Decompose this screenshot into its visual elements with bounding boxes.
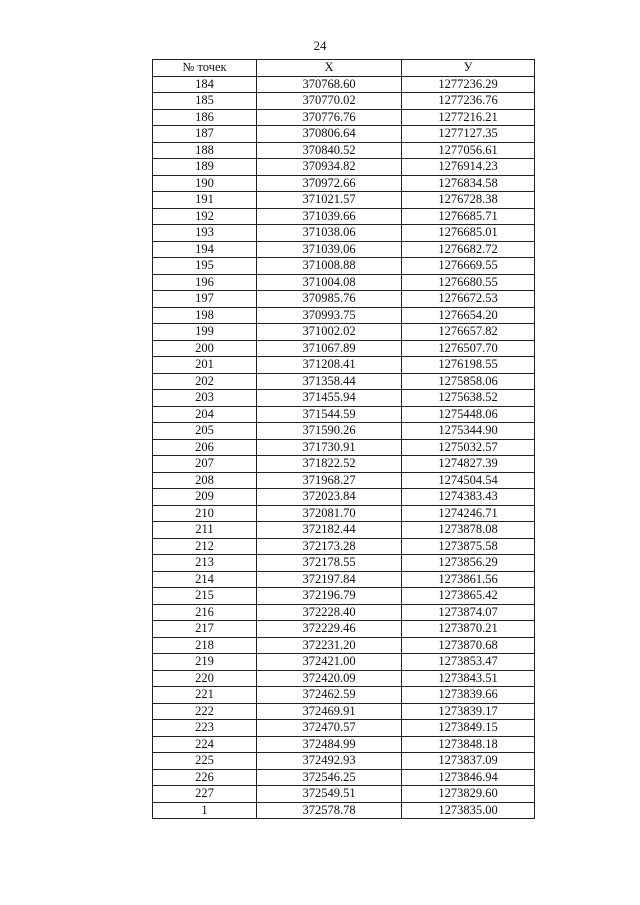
- header-point-number: № точек: [153, 60, 257, 77]
- cell-x: 370972.66: [257, 175, 402, 192]
- table-row: [153, 654, 535, 671]
- cell-y: 1273843.51: [402, 670, 535, 687]
- cell-point-number: 200: [153, 340, 257, 357]
- cell-y: 1276680.55: [402, 274, 535, 291]
- cell-y: 1274504.54: [402, 472, 535, 489]
- cell-y: 1275448.06: [402, 406, 535, 423]
- table-row: [153, 109, 535, 126]
- cell-point-number: 218: [153, 637, 257, 654]
- cell-point-number: 189: [153, 159, 257, 176]
- cell-y: 1276198.55: [402, 357, 535, 374]
- cell-y: 1275638.52: [402, 390, 535, 407]
- cell-point-number: 219: [153, 654, 257, 671]
- cell-y: 1273829.60: [402, 786, 535, 803]
- table-row: [153, 241, 535, 258]
- cell-y: 1276669.55: [402, 258, 535, 275]
- cell-y: 1273839.17: [402, 703, 535, 720]
- table-row: [153, 423, 535, 440]
- cell-y: 1277236.76: [402, 93, 535, 110]
- header-x: X: [257, 60, 402, 77]
- cell-y: 1273874.07: [402, 604, 535, 621]
- cell-point-number: 204: [153, 406, 257, 423]
- cell-point-number: 193: [153, 225, 257, 242]
- table-row: [153, 93, 535, 110]
- cell-y: 1276685.71: [402, 208, 535, 225]
- cell-point-number: 203: [153, 390, 257, 407]
- cell-point-number: 184: [153, 76, 257, 93]
- cell-x: 370840.52: [257, 142, 402, 159]
- table-row: [153, 357, 535, 374]
- cell-y: 1276672.53: [402, 291, 535, 308]
- cell-x: 372462.59: [257, 687, 402, 704]
- cell-x: 372197.84: [257, 571, 402, 588]
- cell-y: 1275344.90: [402, 423, 535, 440]
- cell-x: 371038.06: [257, 225, 402, 242]
- cell-y: 1276834.58: [402, 175, 535, 192]
- table-row: [153, 340, 535, 357]
- cell-x: 371039.66: [257, 208, 402, 225]
- cell-x: 370776.76: [257, 109, 402, 126]
- cell-x: 372229.46: [257, 621, 402, 638]
- cell-y: 1273870.21: [402, 621, 535, 638]
- cell-y: 1277127.35: [402, 126, 535, 143]
- table-row: [153, 159, 535, 176]
- cell-y: 1277056.61: [402, 142, 535, 159]
- cell-x: 371208.41: [257, 357, 402, 374]
- cell-y: 1277216.21: [402, 109, 535, 126]
- cell-point-number: 217: [153, 621, 257, 638]
- cell-point-number: 215: [153, 588, 257, 605]
- table-row: [153, 307, 535, 324]
- coordinates-table: [152, 59, 535, 819]
- table-row: [153, 522, 535, 539]
- cell-y: 1274383.43: [402, 489, 535, 506]
- cell-point-number: 210: [153, 505, 257, 522]
- cell-x: 371544.59: [257, 406, 402, 423]
- cell-y: 1273853.47: [402, 654, 535, 671]
- cell-x: 371590.26: [257, 423, 402, 440]
- cell-x: 371002.02: [257, 324, 402, 341]
- cell-x: 371455.94: [257, 390, 402, 407]
- table-row: [153, 76, 535, 93]
- table-row: [153, 703, 535, 720]
- cell-y: 1273846.94: [402, 769, 535, 786]
- table-row: [153, 175, 535, 192]
- cell-x: 370985.76: [257, 291, 402, 308]
- cell-y: 1273878.08: [402, 522, 535, 539]
- cell-point-number: 212: [153, 538, 257, 555]
- cell-y: 1273849.15: [402, 720, 535, 737]
- cell-point-number: 206: [153, 439, 257, 456]
- table-row: [153, 538, 535, 555]
- table-row: [153, 505, 535, 522]
- cell-point-number: 195: [153, 258, 257, 275]
- cell-x: 372228.40: [257, 604, 402, 621]
- cell-y: 1273870.68: [402, 637, 535, 654]
- table-row: [153, 753, 535, 770]
- table-header: [153, 60, 535, 77]
- cell-x: 371039.06: [257, 241, 402, 258]
- table-row: [153, 621, 535, 638]
- cell-point-number: 224: [153, 736, 257, 753]
- cell-point-number: 220: [153, 670, 257, 687]
- cell-x: 372420.09: [257, 670, 402, 687]
- cell-point-number: 209: [153, 489, 257, 506]
- cell-y: 1273839.66: [402, 687, 535, 704]
- cell-y: 1276685.01: [402, 225, 535, 242]
- cell-x: 372173.28: [257, 538, 402, 555]
- cell-y: 1276728.38: [402, 192, 535, 209]
- cell-y: 1274246.71: [402, 505, 535, 522]
- cell-y: 1276507.70: [402, 340, 535, 357]
- cell-point-number: 192: [153, 208, 257, 225]
- table-row: [153, 802, 535, 819]
- cell-y: 1276654.20: [402, 307, 535, 324]
- table-row: [153, 555, 535, 572]
- cell-y: 1276657.82: [402, 324, 535, 341]
- cell-point-number: 222: [153, 703, 257, 720]
- table-row: [153, 324, 535, 341]
- cell-x: 370770.02: [257, 93, 402, 110]
- cell-x: 370768.60: [257, 76, 402, 93]
- cell-y: 1273837.09: [402, 753, 535, 770]
- table-row: [153, 604, 535, 621]
- table-row: [153, 390, 535, 407]
- cell-x: 370806.64: [257, 126, 402, 143]
- cell-x: 370934.82: [257, 159, 402, 176]
- cell-point-number: 211: [153, 522, 257, 539]
- cell-x: 372578.78: [257, 802, 402, 819]
- table-row: [153, 225, 535, 242]
- table-body: [153, 76, 535, 819]
- cell-point-number: 216: [153, 604, 257, 621]
- cell-point-number: 201: [153, 357, 257, 374]
- cell-point-number: 187: [153, 126, 257, 143]
- table-row: [153, 456, 535, 473]
- cell-point-number: 205: [153, 423, 257, 440]
- cell-point-number: 191: [153, 192, 257, 209]
- cell-y: 1273835.00: [402, 802, 535, 819]
- table-row: [153, 126, 535, 143]
- cell-point-number: 199: [153, 324, 257, 341]
- cell-point-number: 198: [153, 307, 257, 324]
- table-row: [153, 687, 535, 704]
- cell-x: 372231.20: [257, 637, 402, 654]
- cell-point-number: 213: [153, 555, 257, 572]
- table-row: [153, 373, 535, 390]
- cell-x: 370993.75: [257, 307, 402, 324]
- cell-x: 371004.08: [257, 274, 402, 291]
- table-row: [153, 489, 535, 506]
- cell-x: 372196.79: [257, 588, 402, 605]
- cell-point-number: 226: [153, 769, 257, 786]
- cell-x: 372182.44: [257, 522, 402, 539]
- table-row: [153, 736, 535, 753]
- cell-point-number: 1: [153, 802, 257, 819]
- cell-point-number: 208: [153, 472, 257, 489]
- cell-point-number: 221: [153, 687, 257, 704]
- table-row: [153, 769, 535, 786]
- cell-y: 1277236.29: [402, 76, 535, 93]
- table-row: [153, 588, 535, 605]
- table-row: [153, 208, 535, 225]
- cell-x: 372023.84: [257, 489, 402, 506]
- cell-x: 372492.93: [257, 753, 402, 770]
- cell-x: 372421.00: [257, 654, 402, 671]
- cell-y: 1273856.29: [402, 555, 535, 572]
- cell-x: 372470.57: [257, 720, 402, 737]
- cell-x: 371358.44: [257, 373, 402, 390]
- cell-x: 372469.91: [257, 703, 402, 720]
- table-row: [153, 439, 535, 456]
- cell-x: 371021.57: [257, 192, 402, 209]
- cell-x: 372546.25: [257, 769, 402, 786]
- table-row: [153, 720, 535, 737]
- cell-x: 371822.52: [257, 456, 402, 473]
- cell-point-number: 227: [153, 786, 257, 803]
- table-row: [153, 406, 535, 423]
- cell-y: 1276682.72: [402, 241, 535, 258]
- cell-point-number: 207: [153, 456, 257, 473]
- cell-y: 1275858.06: [402, 373, 535, 390]
- table-row: [153, 670, 535, 687]
- cell-point-number: 186: [153, 109, 257, 126]
- cell-y: 1273861.56: [402, 571, 535, 588]
- table-row: [153, 637, 535, 654]
- cell-x: 372484.99: [257, 736, 402, 753]
- cell-x: 371067.89: [257, 340, 402, 357]
- cell-point-number: 190: [153, 175, 257, 192]
- cell-x: 371730.91: [257, 439, 402, 456]
- cell-x: 371968.27: [257, 472, 402, 489]
- cell-point-number: 185: [153, 93, 257, 110]
- cell-y: 1275032.57: [402, 439, 535, 456]
- cell-point-number: 223: [153, 720, 257, 737]
- cell-y: 1273865.42: [402, 588, 535, 605]
- table-row: [153, 258, 535, 275]
- cell-y: 1273848.18: [402, 736, 535, 753]
- cell-point-number: 202: [153, 373, 257, 390]
- cell-point-number: 197: [153, 291, 257, 308]
- table-row: [153, 274, 535, 291]
- cell-y: 1273875.58: [402, 538, 535, 555]
- cell-point-number: 188: [153, 142, 257, 159]
- cell-point-number: 225: [153, 753, 257, 770]
- cell-x: 372549.51: [257, 786, 402, 803]
- cell-x: 371008.88: [257, 258, 402, 275]
- cell-point-number: 214: [153, 571, 257, 588]
- table-row: [153, 786, 535, 803]
- table-row: [153, 291, 535, 308]
- header-y: У: [402, 60, 535, 77]
- cell-y: 1274827.39: [402, 456, 535, 473]
- cell-x: 372081.70: [257, 505, 402, 522]
- cell-y: 1276914.23: [402, 159, 535, 176]
- page-number: 24: [313, 38, 327, 53]
- table-row: [153, 472, 535, 489]
- table-row: [153, 571, 535, 588]
- header-row: [153, 60, 535, 77]
- cell-point-number: 194: [153, 241, 257, 258]
- table-row: [153, 192, 535, 209]
- cell-x: 372178.55: [257, 555, 402, 572]
- table-row: [153, 142, 535, 159]
- cell-point-number: 196: [153, 274, 257, 291]
